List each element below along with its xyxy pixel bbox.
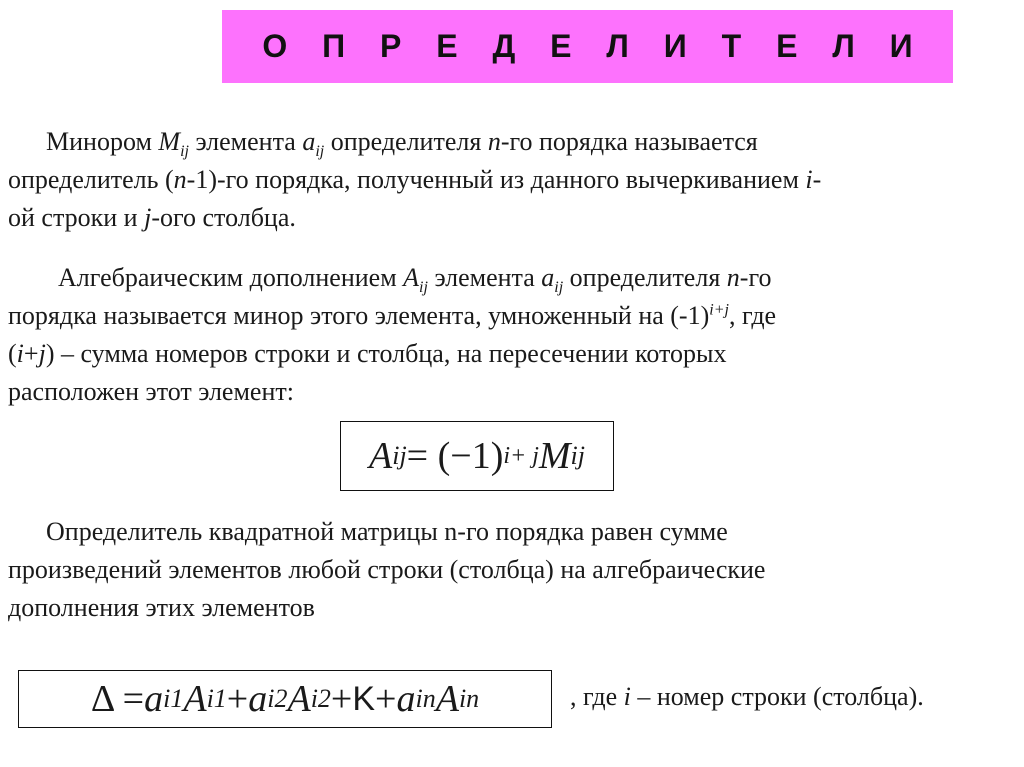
minor-definition: Минором $M_{ij}$ элемента $a_{ij}$ определителя n-го порядка называется определитель (n-1)-го порядка, полученный из данного вычеркиванием i- ой строки и j-ого столбца. [8,127,822,232]
title-banner [222,10,953,83]
cofactor-formula: A ij = (−1) i+ j M ij [340,421,614,491]
formula-note: , где i – номер строки (столбца). [570,682,924,711]
cofactor-definition: Алгебраическим дополнением $A_{ij}$ элемента $a_{ij}$ определителя n-го порядка называется минор этого элемента, умноженный на $(-1)^{i+j}$, где (i+j) – сумма номеров строки и столбца, на пересечении которых расположен этот элемент: [8,263,777,406]
page-title: О П Р Е Д Е Л И Т Е Л И [262,28,926,64]
ellipsis-symbol: K [352,679,376,718]
expansion-theorem: Определитель квадратной матрицы n-го порядка равен сумме произведений элементов любой строки (столбца) на алгебраические дополнения этих элементов [8,517,766,622]
expansion-formula: Δ = a i1 A i1 + a i2 A i2 + K + a in A in [18,670,552,728]
